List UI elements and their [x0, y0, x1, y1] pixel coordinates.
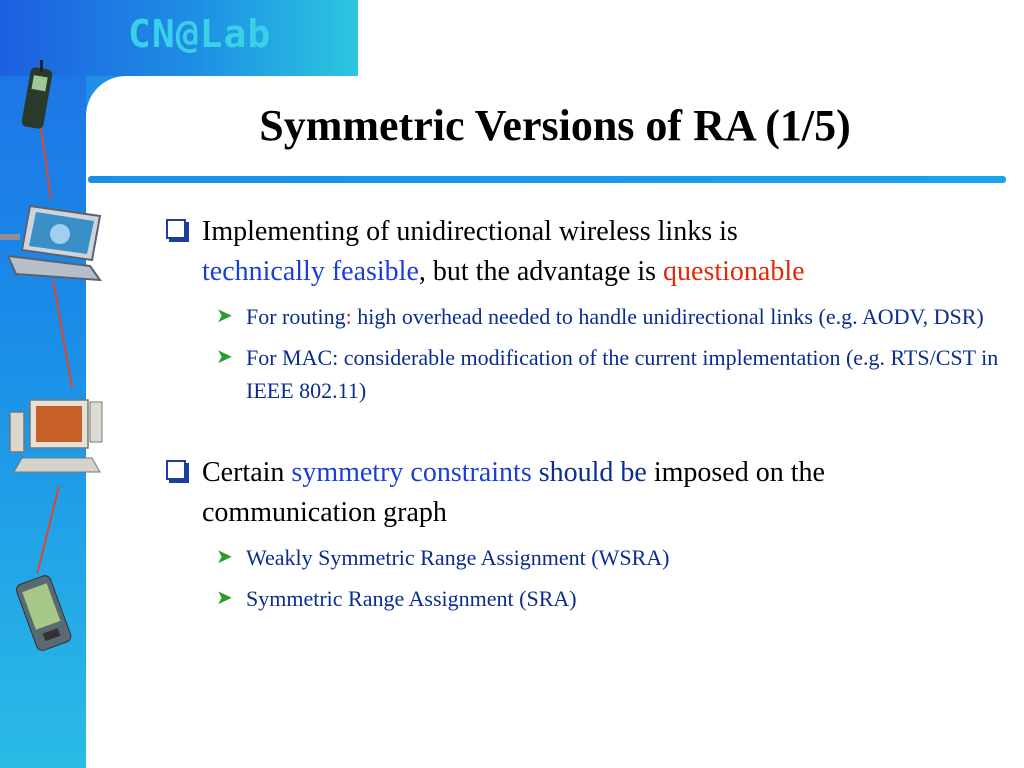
bullet-1-highlight-red: questionable [663, 256, 805, 287]
sub-bullet-text: For MAC: considerable modification of the current implementation (e.g. RTS/CST in IEEE 802.11) [246, 345, 999, 403]
bullet-2-post: imposed on the communication graph [202, 457, 825, 528]
bullet-1-text: Implementing of unidirectional wireless links is [202, 216, 738, 247]
desktop-computer-icon [4, 396, 104, 480]
sub-bullet-sra [160, 582, 1000, 615]
bullet-1 [160, 212, 1000, 292]
sub-bullet-text: Weakly Symmetric Range Assignment (WSRA) [246, 545, 670, 570]
arrow-bullet-icon: ➤ [216, 305, 233, 327]
sub-bullet-mac [160, 341, 1000, 407]
slide-content [160, 212, 1000, 615]
bullet-1-highlight: technically feasible [202, 256, 419, 287]
arrow-bullet-icon: ➤ [216, 587, 233, 609]
square-bullet-icon [166, 460, 186, 480]
title-underline [88, 176, 1006, 183]
bullet-2 [160, 453, 1000, 533]
logo: CN@Lab [128, 12, 272, 56]
bullet-2-mid: should be [531, 457, 647, 488]
bullet-1-mid-text: , but the advantage is [418, 256, 664, 287]
sub-bullet-wsra [160, 541, 1000, 574]
laptop-icon [0, 196, 104, 288]
arrow-bullet-icon: ➤ [216, 346, 233, 368]
sub-bullet-lead: For routing [246, 304, 346, 329]
square-bullet-icon [166, 219, 186, 239]
sub-bullet-routing [160, 300, 1000, 333]
pda-icon [14, 574, 74, 654]
bullet-2-highlight: symmetry constraints [291, 457, 532, 488]
sub-bullet-text: high overhead needed to handle unidirectional links (e.g. AODV, DSR) [351, 304, 984, 329]
sub-bullet-text: Symmetric Range Assignment (SRA) [246, 586, 577, 611]
arrow-bullet-icon: ➤ [216, 546, 233, 568]
slide-title: Symmetric Versions of RA (1/5) [259, 101, 851, 150]
bullet-2-pre: Certain [202, 457, 292, 488]
sub-bullet-colon: : [345, 304, 352, 329]
mobile-phone-icon [16, 60, 62, 132]
